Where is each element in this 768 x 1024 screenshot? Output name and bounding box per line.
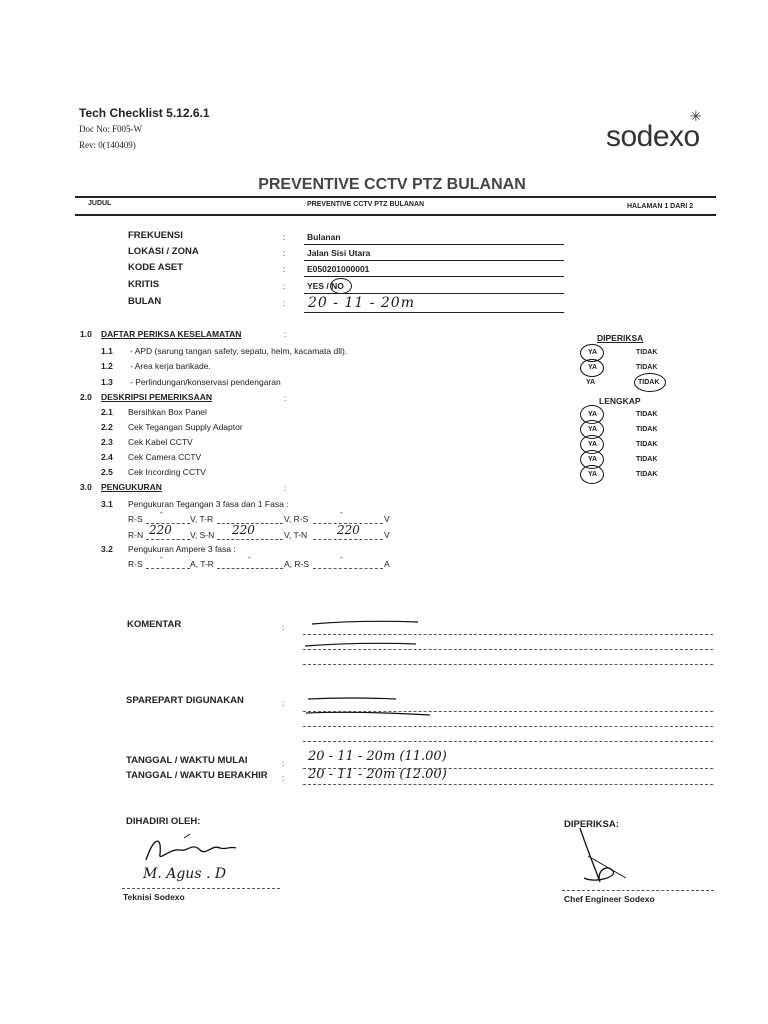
ya-option: YA bbox=[588, 426, 598, 433]
dihadiri-label: DIHADIRI OLEH: bbox=[126, 816, 201, 827]
item-text: Cek Tegangan Supply Adaptor bbox=[128, 422, 243, 432]
item-number: 1.2 bbox=[101, 361, 113, 371]
item-text: Bersihkan Box Panel bbox=[128, 407, 207, 417]
measure-value: 220 bbox=[149, 523, 172, 537]
measure-label: V, T-N bbox=[284, 530, 308, 540]
colon: : bbox=[283, 232, 286, 242]
measure-label: A, T-R bbox=[190, 559, 214, 569]
diperiksa-label: DIPERIKSA: bbox=[564, 819, 619, 830]
section-3-number: 3.0 bbox=[80, 482, 92, 492]
checked-circle-mark bbox=[634, 373, 666, 392]
tidak-option: TIDAK bbox=[636, 471, 658, 478]
item-number: 3.1 bbox=[101, 499, 113, 509]
page-title: PREVENTIVE CCTV PTZ BULANAN bbox=[258, 176, 526, 193]
tidak-option: TIDAK bbox=[636, 456, 658, 463]
lokasi-value: Jalan Sisi Utara bbox=[307, 248, 371, 258]
item-text: Pengukuran Ampere 3 fasa : bbox=[128, 544, 236, 554]
info-label-kritis: KRITIS bbox=[128, 279, 160, 290]
item-number: 1.3 bbox=[101, 377, 113, 387]
colon: : bbox=[284, 329, 287, 339]
bulan-value: 20 - 11 - 20m bbox=[308, 295, 415, 311]
ya-option: YA bbox=[588, 349, 598, 356]
info-label-frekuensi: FREKUENSI bbox=[128, 230, 183, 241]
measure-label: V, S-N bbox=[190, 530, 215, 540]
lengkap-column-header: LENGKAP bbox=[599, 396, 641, 406]
measure-value: - bbox=[248, 553, 251, 563]
doc-number: Doc No: F005-W bbox=[79, 124, 142, 134]
sparepart-label: SPAREPART DIGUNAKAN bbox=[126, 695, 244, 706]
item-text: Cek Incording CCTV bbox=[128, 467, 206, 477]
tidak-option: TIDAK bbox=[636, 441, 658, 448]
chef-role: Chef Engineer Sodexo bbox=[564, 894, 655, 904]
measure-value: - bbox=[160, 508, 163, 518]
ya-option: YA bbox=[588, 364, 598, 371]
info-label-kode-aset: KODE ASET bbox=[128, 262, 184, 273]
measure-label: A, R-S bbox=[284, 559, 310, 569]
tanggal-berakhir-value: 20 - 11 - 20m (12.00) bbox=[308, 767, 447, 782]
ya-option: YA bbox=[586, 379, 596, 386]
measure-unit: V bbox=[384, 530, 390, 540]
komentar-strike-marks bbox=[300, 616, 420, 656]
colon: : bbox=[283, 298, 286, 308]
item-number: 2.1 bbox=[101, 407, 113, 417]
kritis-value: YES / NO bbox=[307, 281, 344, 291]
measure-unit: A bbox=[384, 559, 390, 569]
section-1-number: 1.0 bbox=[80, 329, 92, 339]
measure-value: - bbox=[340, 553, 343, 563]
colon: : bbox=[282, 773, 285, 783]
komentar-label: KOMENTAR bbox=[127, 619, 182, 630]
measure-value: - bbox=[340, 508, 343, 518]
checked-circle-mark bbox=[580, 465, 604, 484]
item-number: 2.5 bbox=[101, 467, 113, 477]
section-2-title: DESKRIPSI PEMERIKSAAN bbox=[101, 392, 212, 402]
page-indicator: HALAMAN 1 DARI 2 bbox=[627, 203, 694, 210]
measure-label: R-S bbox=[128, 514, 143, 524]
measure-value: 220 bbox=[337, 523, 360, 537]
checklist-number: Tech Checklist 5.12.6.1 bbox=[79, 106, 210, 120]
revision: Rev: 0(140409) bbox=[79, 140, 136, 150]
measure-label: V, R-S bbox=[284, 514, 309, 524]
measure-label: R-N bbox=[128, 530, 144, 540]
ya-option: YA bbox=[588, 411, 598, 418]
item-text: - Area kerja barikade. bbox=[130, 361, 211, 371]
tidak-option: TIDAK bbox=[636, 411, 658, 418]
tidak-option: TIDAK bbox=[638, 379, 660, 386]
teknisi-role: Teknisi Sodexo bbox=[123, 892, 185, 902]
colon: : bbox=[284, 483, 287, 493]
colon: : bbox=[283, 264, 286, 274]
tanggal-berakhir-label: TANGGAL / WAKTU BERAKHIR bbox=[126, 770, 268, 781]
bar-subtitle: PREVENTIVE CCTV PTZ BULANAN bbox=[307, 201, 425, 208]
tidak-option: TIDAK bbox=[636, 349, 658, 356]
sodexo-logo: sodexo bbox=[606, 120, 700, 153]
item-text: Cek Camera CCTV bbox=[128, 452, 202, 462]
ya-option: YA bbox=[588, 456, 598, 463]
measure-value: 220 bbox=[232, 523, 255, 537]
teknisi-name: M. Agus . D bbox=[143, 866, 227, 882]
colon: : bbox=[282, 698, 285, 708]
checked-circle-mark bbox=[580, 359, 604, 377]
item-text: Cek Kabel CCTV bbox=[128, 437, 193, 447]
item-text: - APD (sarung tangan safety, sepatu, helm, kacamata dll). bbox=[130, 346, 348, 356]
measure-unit: V bbox=[384, 514, 390, 524]
item-number: 2.4 bbox=[101, 452, 113, 462]
no-circle-mark bbox=[330, 278, 352, 294]
teknisi-signature bbox=[140, 830, 240, 868]
item-number: 1.1 bbox=[101, 346, 113, 356]
measure-label: R-S bbox=[128, 559, 143, 569]
judul-label: JUDUL bbox=[88, 200, 112, 207]
section-3-title: PENGUKURAN bbox=[101, 482, 162, 492]
item-text: Pengukuran Tegangan 3 fasa dan 1 Fasa : bbox=[128, 499, 289, 509]
measure-label: V, T-R bbox=[190, 514, 214, 524]
star-icon: ✳ bbox=[690, 108, 702, 124]
colon: : bbox=[282, 758, 285, 768]
colon: : bbox=[283, 281, 286, 291]
frekuensi-value: Bulanan bbox=[307, 232, 341, 242]
info-label-bulan: BULAN bbox=[128, 296, 162, 307]
kode-aset-value: E050201000001 bbox=[307, 264, 370, 274]
item-number: 2.3 bbox=[101, 437, 113, 447]
measure-value: - bbox=[160, 553, 163, 563]
colon: : bbox=[282, 622, 285, 632]
tanggal-mulai-value: 20 - 11 - 20m (11.00) bbox=[308, 749, 447, 764]
tidak-option: TIDAK bbox=[636, 426, 658, 433]
section-1-title: DAFTAR PERIKSA KESELAMATAN bbox=[101, 329, 242, 339]
item-text: - Perlindungan/konservasi pendengaran bbox=[130, 377, 281, 387]
item-number: 3.2 bbox=[101, 544, 113, 554]
chef-signature bbox=[566, 826, 636, 888]
ya-option: YA bbox=[588, 441, 598, 448]
tanggal-mulai-label: TANGGAL / WAKTU MULAI bbox=[126, 755, 248, 766]
section-2-number: 2.0 bbox=[80, 392, 92, 402]
diperiksa-column-header: DIPERIKSA bbox=[597, 333, 644, 343]
ya-option: YA bbox=[588, 471, 598, 478]
tidak-option: TIDAK bbox=[636, 364, 658, 371]
info-label-lokasi: LOKASI / ZONA bbox=[128, 246, 199, 257]
colon: : bbox=[284, 393, 287, 403]
colon: : bbox=[283, 248, 286, 258]
item-number: 2.2 bbox=[101, 422, 113, 432]
